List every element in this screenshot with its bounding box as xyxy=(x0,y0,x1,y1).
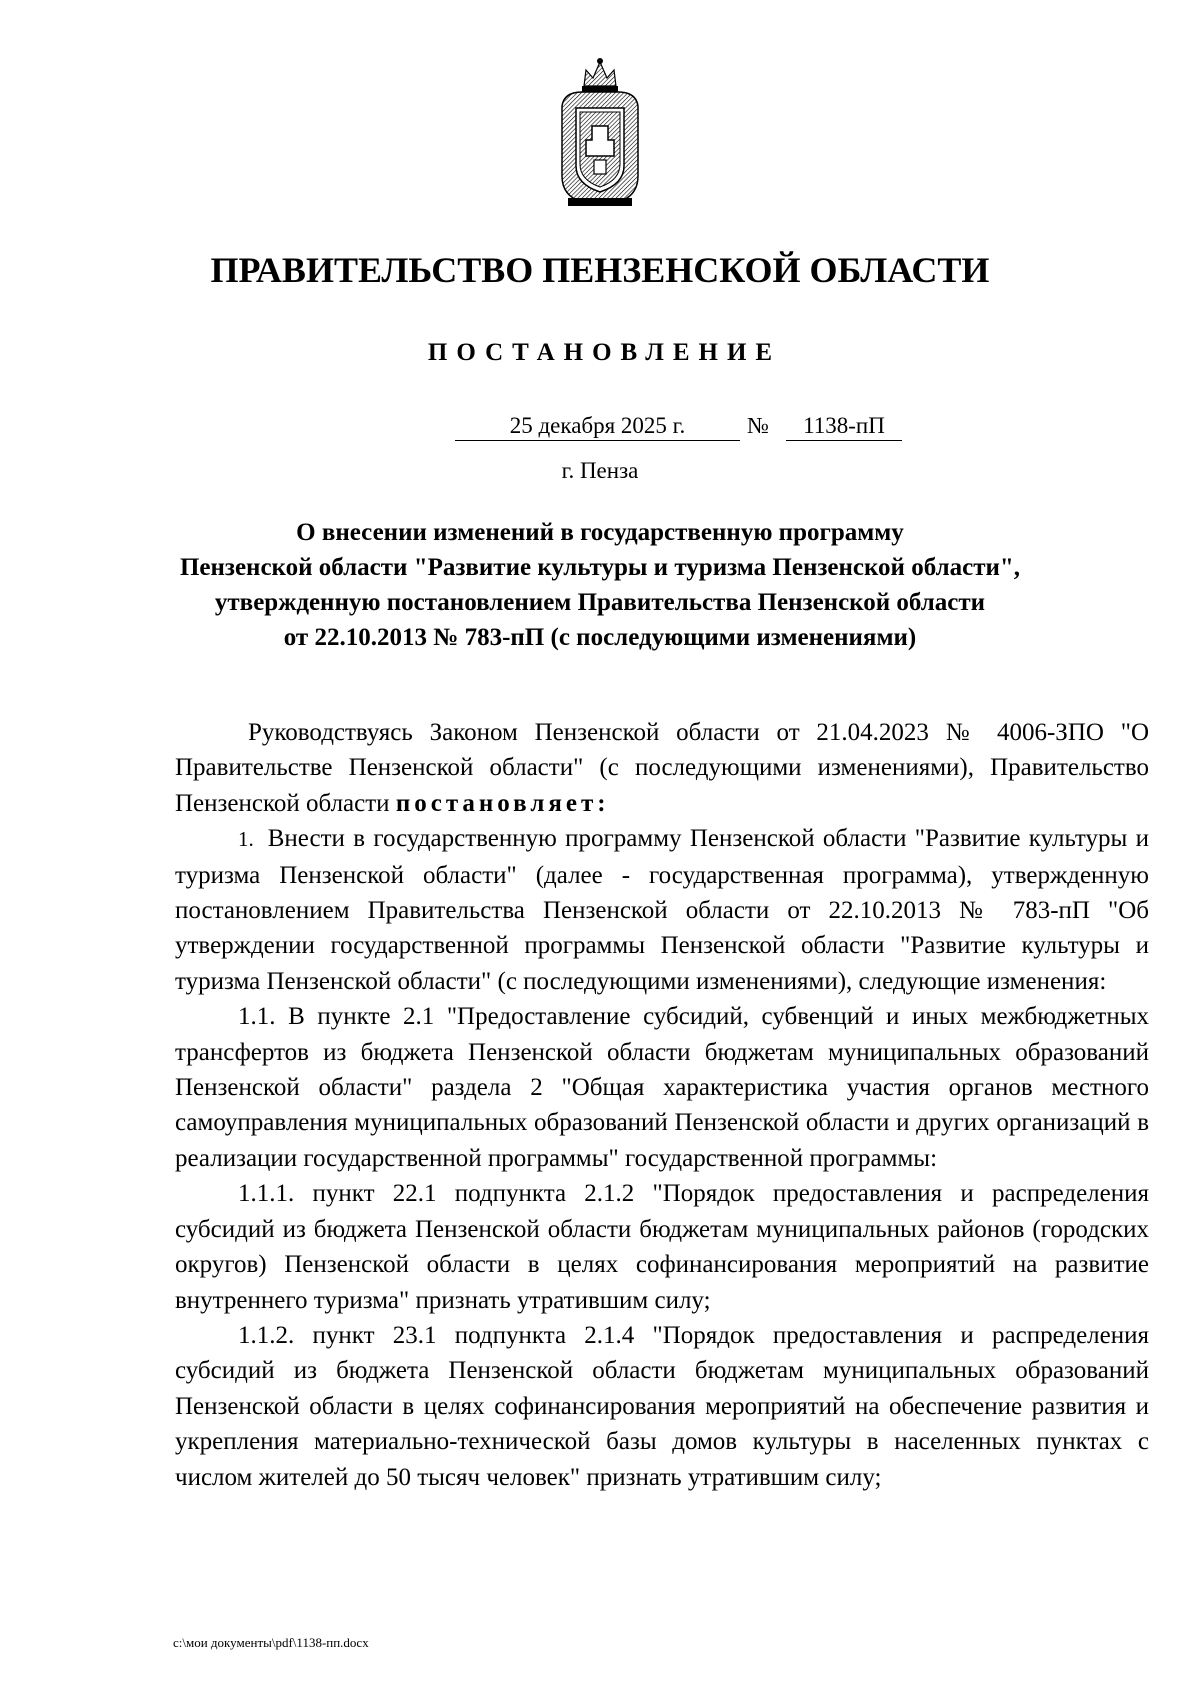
document-date: 25 декабря 2025 г. xyxy=(455,412,740,441)
item-1-text: Внести в государственную программу Пензенской области "Развитие культуры и туризма Пензенской области" (далее - государственная программа), утвержденную постановлением Правительства Пензенской области от 22.10.2013 № 783-пП "Об утверждении государственной программы Пензенской области "Развитие культуры и туризма Пензенской области" (с последующими изменениями), следующие изменения: xyxy=(175,825,1149,995)
preamble-text: Руководствуясь Законом Пензенской области от 21.04.2023 № 4006-ЗПО "О Правительстве Пензенской области" (с последующими изменениями), Правительство Пензенской области xyxy=(175,719,1149,817)
subject-line: Пензенской области "Развитие культуры и туризма Пензенской области", xyxy=(179,554,1021,581)
number-sign: № xyxy=(747,413,769,438)
footer-file-path: c:\мои документы\pdf\1138-пп.docx xyxy=(173,1635,369,1650)
document-subject xyxy=(150,515,1050,655)
city: г. Пенза xyxy=(561,458,639,483)
item-1-1-2-paragraph: 1.1.2. пункт 23.1 подпункта 2.1.4 "Порядок предоставления и распределения субсидий из бюджета Пензенской области бюджетам муниципальных образований Пензенской области в целях софинансирования мероприятий на обеспечение развития и укрепления материально-технической базы домов культуры в населенных пунктах с числом жителей до 50 тысяч человек" признать утратившим силу; xyxy=(175,1321,1149,1491)
document-number: 1138-пП xyxy=(786,412,902,441)
item-1-1-paragraph: 1.1. В пункте 2.1 "Предоставление субсидий, субвенций и иных межбюджетных трансфертов из бюджета Пензенской области бюджетам муниципальных образований Пензенской области" раздела 2 "Общая характеристика участия органов местного самоуправления муниципальных образований Пензенской области и других организаций в реализации государственной программы" государственной программы: xyxy=(175,1003,1149,1172)
item-1-1-1-paragraph: 1.1.1. пункт 22.1 подпункта 2.1.2 "Порядок предоставления и распределения субсидий из бюджета Пензенской области бюджетам муниципальных районов (городских округов) Пензенской области в целях софинансирования мероприятий на развитие внутреннего туризма" признать утратившим силу; xyxy=(175,1180,1149,1314)
document-body xyxy=(175,715,1149,1495)
decree-word: постановляет: xyxy=(395,789,610,817)
document-type: ПОСТАНОВЛЕНИЕ xyxy=(427,339,782,366)
preamble-paragraph xyxy=(175,715,1149,821)
date-number-line xyxy=(0,412,1200,442)
item-1-paragraph xyxy=(175,821,1149,999)
subject-line: от 22.10.2013 № 783-пП (с последующими изменениями) xyxy=(283,624,917,651)
government-title: ПРАВИТЕЛЬСТВО ПЕНЗЕНСКОЙ ОБЛАСТИ xyxy=(210,250,990,290)
subject-line: утвержденную постановлением Правительства Пензенской области xyxy=(214,589,986,616)
coat-of-arms-icon xyxy=(554,56,646,208)
subject-line: О внесении изменений в государственную программу xyxy=(296,519,904,546)
item-1-number: 1. xyxy=(238,827,254,852)
